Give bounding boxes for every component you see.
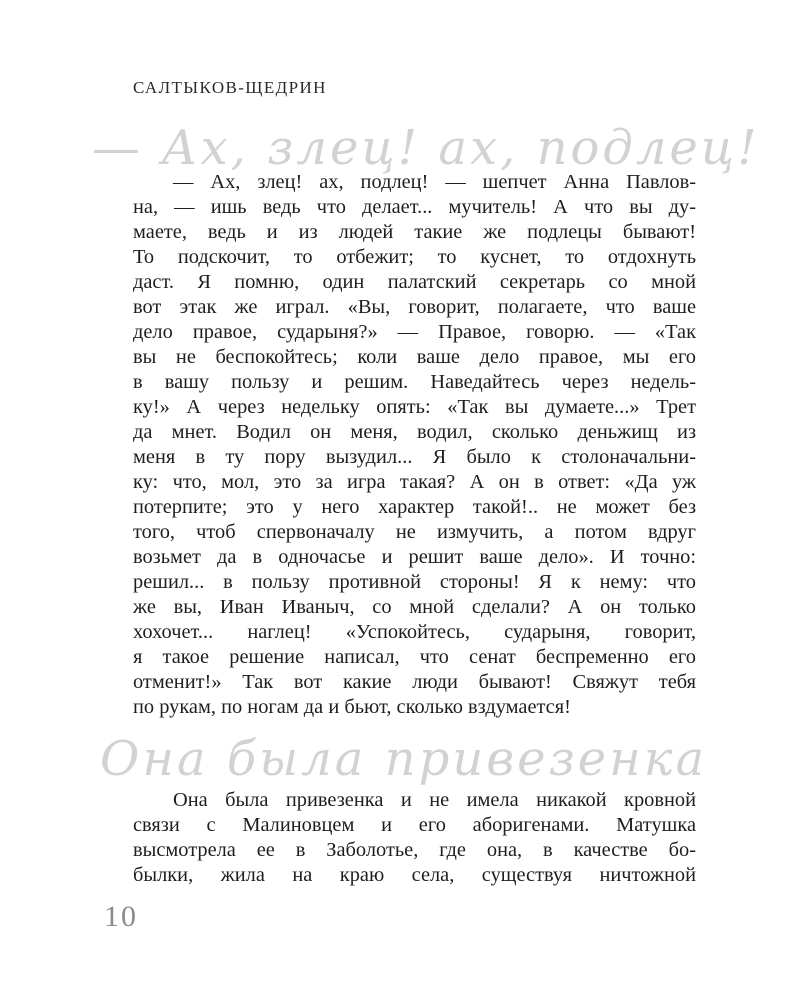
decorative-script-heading-1: — Ах, злец! ах, подлец!	[92, 120, 760, 176]
text-line: вы не беспокойтесь; коли ваше дело правое, мы его	[133, 346, 696, 368]
text-line: возьмет да в одночасье и решит ваше дело». И точно:	[133, 546, 696, 568]
text-line: на, — ишь ведь что делает... мучитель! А что вы ду-	[133, 196, 696, 218]
text-line: маете, ведь и из людей такие же подлецы бывают!	[133, 221, 696, 243]
text-line: вот этак же играл. «Вы, говорит, полагаете, что ваше	[133, 296, 696, 318]
text-line: да мнет. Водил он меня, водил, сколько деньжищ из	[133, 421, 696, 443]
page-number: 10	[104, 900, 138, 933]
running-head-author: САЛТЫКОВ-ЩЕДРИН	[133, 78, 327, 97]
text-line: ку: что, мол, это за игра такая? А он в ответ: «Да уж	[133, 471, 696, 493]
text-line: меня в ту пору вызудил... Я было к столоначальни-	[133, 446, 696, 468]
paragraph-2	[133, 788, 696, 888]
text-line: То подскочит, то отбежит; то куснет, то отдохнуть	[133, 246, 696, 268]
text-line: потерпите; это у него характер такой!.. не может без	[133, 496, 696, 518]
text-line: дело правое, сударыня?» — Правое, говорю. — «Так	[133, 321, 696, 343]
decorative-script-heading-2: Она была привезенка	[100, 731, 708, 787]
text-line: даст. Я помню, один палатский секретарь со мной	[133, 271, 696, 293]
text-line: по рукам, по ногам да и бьют, сколько вздумается!	[133, 696, 571, 718]
text-line: Она была привезенка и не имела никакой кровной	[173, 789, 696, 811]
text-line: ку!» А через недельку опять: «Так вы думаете...» Трет	[133, 396, 696, 418]
text-line: отменит!» Так вот какие люди бывают! Свяжут тебя	[133, 671, 696, 693]
paragraph-1	[133, 170, 696, 720]
text-line: в вашу пользу и решим. Наведайтесь через недель-	[133, 371, 696, 393]
text-line: того, чтоб спервоначалу не измучить, а потом вдруг	[133, 521, 696, 543]
text-line: былки, жила на краю села, существуя ничтожной	[133, 864, 696, 886]
text-line: связи с Малиновцем и его аборигенами. Матушка	[133, 814, 696, 836]
text-line: же вы, Иван Иваныч, со мной сделали? А он только	[133, 596, 696, 618]
text-line: высмотрела ее в Заболотье, где она, в качестве бо-	[133, 839, 696, 861]
text-line: я такое решение написал, что сенат беспременно его	[133, 646, 696, 668]
text-line: решил... в пользу противной стороны! Я к нему: что	[133, 571, 696, 593]
text-line: хохочет... наглец! «Успокойтесь, сударыня, говорит,	[133, 621, 696, 643]
text-line: — Ах, злец! ах, подлец! — шепчет Анна Павлов-	[173, 171, 696, 193]
